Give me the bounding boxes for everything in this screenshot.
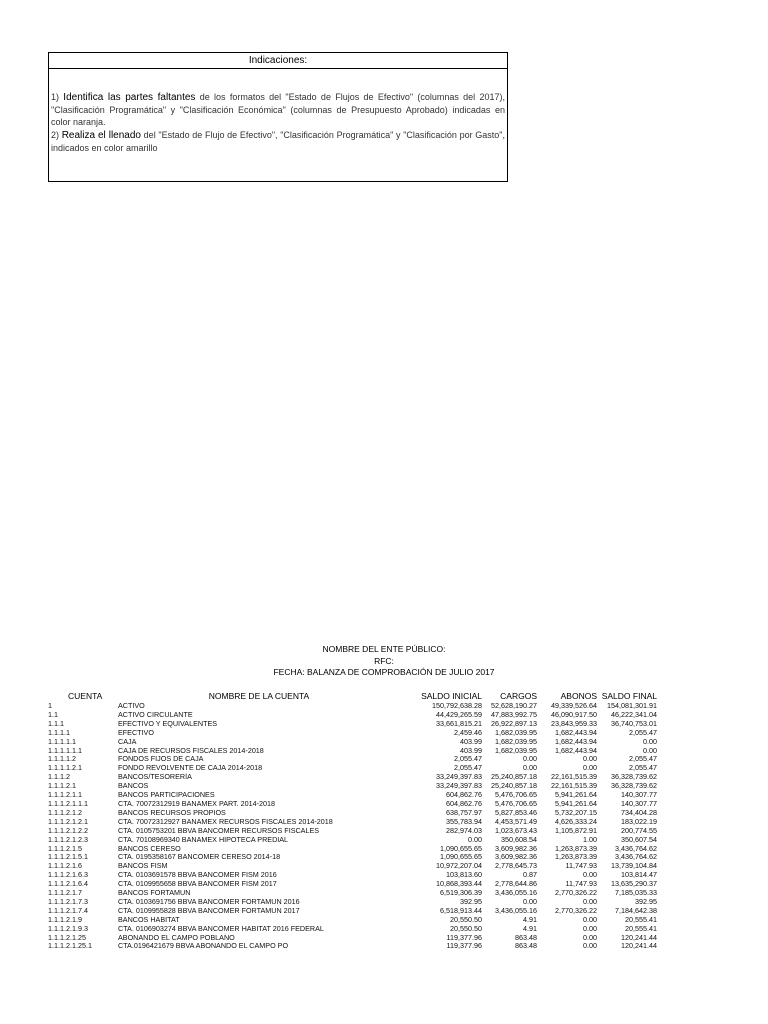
cell-abonos: 0.00 bbox=[583, 764, 597, 773]
cell-nombre: CTA. 70072312927 BANAMEX RECURSOS FISCALES 2014-2018 bbox=[118, 817, 333, 826]
cell-cuenta: 1.1.1.2.1.6 bbox=[48, 862, 82, 871]
cell-saldo-final: 0.00 bbox=[643, 746, 657, 755]
cell-saldo-final: 7,185,035.33 bbox=[615, 889, 657, 898]
cell-abonos: 4,626,333.24 bbox=[555, 817, 597, 826]
cell-saldo-final: 46,222,341.04 bbox=[611, 710, 657, 719]
cell-saldo-final: 154,081,301.91 bbox=[607, 702, 657, 710]
cell-saldo-inicial: 103,813.60 bbox=[446, 871, 482, 880]
cell-saldo-final: 13,739,104.84 bbox=[611, 862, 657, 871]
cell-saldo-final: 13,635,290.37 bbox=[611, 880, 657, 889]
cell-abonos: 0.00 bbox=[583, 942, 597, 951]
header-nombre: NOMBRE DE LA CUENTA bbox=[208, 691, 310, 701]
cell-cuenta: 1.1.1.1.1.1 bbox=[48, 746, 82, 755]
cell-saldo-inicial: 1,090,655.65 bbox=[440, 853, 482, 862]
cell-cuenta: 1.1.1.2.1.7.4 bbox=[48, 906, 88, 915]
cell-nombre: CTA. 70108969340 BANAMEX HIPOTECA PREDIAL bbox=[118, 835, 289, 844]
cell-saldo-final: 20,555.41 bbox=[625, 915, 657, 924]
cell-cuenta: 1.1.1.2.1.9 bbox=[48, 915, 82, 924]
table-row bbox=[48, 845, 657, 854]
cell-saldo-inicial: 2,459.46 bbox=[454, 728, 482, 737]
cell-abonos: 0.00 bbox=[583, 924, 597, 933]
cell-nombre: EFECTIVO Y EQUIVALENTES bbox=[118, 719, 218, 728]
cell-cargos: 1,023,673.43 bbox=[495, 826, 537, 835]
cell-saldo-final: 20,555.41 bbox=[625, 924, 657, 933]
table-row bbox=[48, 738, 657, 747]
table-row bbox=[48, 720, 657, 729]
cell-cargos: 5,827,853.46 bbox=[495, 808, 537, 817]
item2-lead: Realiza el llenado bbox=[61, 129, 141, 141]
cell-nombre: CTA. 0109955658 BBVA BANCOMER FISM 2017 bbox=[118, 880, 277, 889]
cell-saldo-inicial: 2,055.47 bbox=[454, 755, 482, 764]
cell-nombre: CTA. 0109955828 BBVA BANCOMER FORTAMUN 2017 bbox=[118, 906, 300, 915]
cell-cuenta: 1.1.1.2.1 bbox=[48, 782, 76, 791]
cell-saldo-final: 350,607.54 bbox=[621, 835, 657, 844]
cell-saldo-inicial: 403.99 bbox=[460, 746, 482, 755]
item2-text: del "Estado de Flujo de Efectivo", "Clasificación Programática" y "Clasificación por Gasto", indicados en color amarillo bbox=[51, 129, 505, 153]
cell-saldo-final: 200,774.55 bbox=[621, 826, 657, 835]
cell-abonos: 1,682,443.94 bbox=[555, 746, 597, 755]
table-row bbox=[48, 836, 657, 845]
table-row bbox=[48, 942, 657, 951]
table-row bbox=[48, 755, 657, 764]
table-row bbox=[48, 871, 657, 880]
cell-saldo-inicial: 403.99 bbox=[460, 737, 482, 746]
table-row bbox=[48, 747, 657, 756]
cell-saldo-final: 7,184,642.38 bbox=[615, 906, 657, 915]
cell-cuenta: 1.1.1.2.1.9.3 bbox=[48, 924, 88, 933]
cell-cuenta: 1.1.1 bbox=[48, 719, 64, 728]
cell-cuenta: 1.1.1.2.1.7.3 bbox=[48, 897, 88, 906]
cell-saldo-inicial: 10,972,207.04 bbox=[436, 862, 482, 871]
cell-abonos: 1,263,873.39 bbox=[555, 844, 597, 853]
cell-saldo-inicial: 638,757.97 bbox=[446, 808, 482, 817]
cell-saldo-final: 103,814.47 bbox=[621, 871, 657, 880]
cell-saldo-inicial: 20,550.50 bbox=[450, 924, 482, 933]
cell-abonos: 46,090,917.50 bbox=[551, 710, 597, 719]
cell-cargos: 0.00 bbox=[523, 764, 537, 773]
cell-cargos: 3,436,055.16 bbox=[495, 889, 537, 898]
table-row bbox=[48, 729, 657, 738]
cell-nombre: BANCOS/TESORERÍA bbox=[118, 773, 192, 782]
cell-saldo-final: 2,055.47 bbox=[629, 755, 657, 764]
cell-saldo-inicial: 119,377.96 bbox=[446, 933, 482, 942]
table-row bbox=[48, 889, 657, 898]
table-row bbox=[48, 925, 657, 934]
item1-text: de los formatos del "Estado de Flujos de Efectivo" (columnas del 2017), "Clasificación Programática" y "Clasificación Económica" (columnas de Presupuesto Aprobado) indicadas en color naranja. bbox=[51, 92, 505, 128]
cell-abonos: 5,732,207.15 bbox=[555, 808, 597, 817]
cell-abonos: 0.00 bbox=[583, 933, 597, 942]
cell-saldo-final: 392.95 bbox=[635, 897, 657, 906]
cell-cargos: 1,682,039.95 bbox=[495, 737, 537, 746]
cell-saldo-final: 140,307.77 bbox=[621, 799, 657, 808]
cell-cuenta: 1.1.1.2.1.1 bbox=[48, 791, 82, 800]
cell-saldo-final: 36,740,753.01 bbox=[611, 719, 657, 728]
cell-saldo-inicial: 6,518,913.44 bbox=[440, 906, 482, 915]
cell-saldo-inicial: 604,862.76 bbox=[446, 799, 482, 808]
cell-nombre: EFECTIVO bbox=[118, 728, 154, 737]
cell-saldo-inicial: 44,429,265.59 bbox=[436, 710, 482, 719]
cell-cargos: 350,608.54 bbox=[501, 835, 537, 844]
cell-saldo-inicial: 33,661,815.21 bbox=[436, 719, 482, 728]
cell-nombre: BANCOS bbox=[118, 782, 149, 791]
cell-abonos: 5,941,261.64 bbox=[555, 791, 597, 800]
cell-abonos: 0.00 bbox=[583, 755, 597, 764]
cell-cuenta: 1.1.1.2.1.6.3 bbox=[48, 871, 88, 880]
cell-cuenta: 1.1.1.2.1.2.2 bbox=[48, 826, 88, 835]
item1-prefix: 1) bbox=[51, 92, 64, 102]
cell-abonos: 23,843,959.33 bbox=[551, 719, 597, 728]
cell-cargos: 3,609,982.36 bbox=[495, 853, 537, 862]
indicaciones-box bbox=[48, 52, 508, 182]
cell-cuenta: 1.1.1.2.1.7 bbox=[48, 889, 82, 898]
cell-saldo-final: 3,436,764.62 bbox=[615, 844, 657, 853]
indicaciones-body bbox=[51, 91, 505, 154]
cell-nombre: BANCOS FISM bbox=[118, 862, 168, 871]
item1-lead: Identifica las partes faltantes bbox=[63, 92, 196, 103]
table-row bbox=[48, 880, 657, 889]
cell-saldo-final: 120,241.44 bbox=[621, 933, 657, 942]
cell-abonos: 5,941,261.64 bbox=[555, 799, 597, 808]
cell-nombre: CTA.0196421679 BBVA ABONANDO EL CAMPO PO bbox=[118, 942, 289, 951]
item2-prefix: 2) bbox=[51, 129, 62, 140]
cell-abonos: 1,105,872.91 bbox=[555, 826, 597, 835]
cell-nombre: BANCOS CERESO bbox=[118, 844, 181, 853]
cell-nombre: FONDO REVOLVENTE DE CAJA 2014-2018 bbox=[118, 764, 263, 773]
cell-cuenta: 1 bbox=[48, 702, 52, 710]
table-row bbox=[48, 702, 657, 711]
cell-abonos: 11,747.93 bbox=[565, 862, 597, 871]
cell-cuenta: 1.1.1.2 bbox=[48, 773, 70, 782]
cell-cargos: 863.48 bbox=[515, 933, 537, 942]
cell-nombre: BANCOS RECURSOS PROPIOS bbox=[118, 808, 226, 817]
cell-saldo-inicial: 20,550.50 bbox=[450, 915, 482, 924]
cell-saldo-final: 2,055.47 bbox=[629, 728, 657, 737]
cell-saldo-final: 734,404.28 bbox=[621, 808, 657, 817]
cell-cargos: 3,609,982.36 bbox=[495, 844, 537, 853]
table-row bbox=[48, 809, 657, 818]
header-cargos: CARGOS bbox=[500, 691, 537, 701]
table-row bbox=[48, 773, 657, 782]
cell-nombre: BANCOS HABITAT bbox=[118, 915, 180, 924]
header-saldo-inicial: SALDO INICIAL bbox=[421, 691, 482, 701]
cell-cuenta: 1.1.1.1.2.1 bbox=[48, 764, 82, 773]
cell-cargos: 1,682,039.95 bbox=[495, 728, 537, 737]
cell-cuenta: 1.1.1.2.1.2 bbox=[48, 808, 82, 817]
table-row bbox=[48, 898, 657, 907]
table-row bbox=[48, 711, 657, 720]
cell-cargos: 0.00 bbox=[523, 755, 537, 764]
cell-cuenta: 1.1.1.2.1.25 bbox=[48, 933, 86, 942]
cell-abonos: 1,682,443.94 bbox=[555, 737, 597, 746]
cell-abonos: 22,161,515.39 bbox=[551, 782, 597, 791]
table-row bbox=[48, 818, 657, 827]
cell-saldo-inicial: 282,974.03 bbox=[446, 826, 482, 835]
cell-cuenta: 1.1 bbox=[48, 710, 58, 719]
cell-nombre: CTA. 0103691756 BBVA BANCOMER FORTAMUN 2016 bbox=[118, 897, 300, 906]
cell-saldo-inicial: 0.00 bbox=[468, 835, 482, 844]
rfc-label: RFC: bbox=[374, 655, 394, 666]
cell-nombre: CTA. 0103691578 BBVA BANCOMER FISM 2016 bbox=[118, 871, 277, 880]
cell-abonos: 2,770,326.22 bbox=[555, 889, 597, 898]
cell-cuenta: 1.1.1.2.1.5 bbox=[48, 844, 82, 853]
cell-nombre: FONDOS FIJOS DE CAJA bbox=[118, 755, 204, 764]
cell-cargos: 2,778,645.73 bbox=[495, 862, 537, 871]
cell-abonos: 2,770,326.22 bbox=[555, 906, 597, 915]
table-row bbox=[48, 764, 657, 773]
cell-abonos: 22,161,515.39 bbox=[551, 773, 597, 782]
cell-cuenta: 1.1.1.1 bbox=[48, 728, 70, 737]
cell-nombre: CTA. 70072312919 BANAMEX PART. 2014-2018 bbox=[118, 799, 276, 808]
cell-nombre: BANCOS PARTICIPACIONES bbox=[118, 791, 215, 800]
cell-cargos: 4.91 bbox=[523, 915, 537, 924]
table-row bbox=[48, 934, 657, 943]
cell-saldo-final: 36,328,739.62 bbox=[611, 773, 657, 782]
cell-cargos: 863.48 bbox=[515, 942, 537, 951]
cell-cuenta: 1.1.1.1.2 bbox=[48, 755, 76, 764]
cell-nombre: CTA. 0106903274 BBVA BANCOMER HABITAT 2016 FEDERAL bbox=[118, 924, 324, 933]
cell-cargos: 4.91 bbox=[523, 924, 537, 933]
indicaciones-title: Indicaciones: bbox=[49, 53, 507, 69]
cell-saldo-inicial: 6,519,306.39 bbox=[440, 889, 482, 898]
cell-cargos: 1,682,039.95 bbox=[495, 746, 537, 755]
balance-table bbox=[48, 690, 657, 951]
table-row bbox=[48, 907, 657, 916]
cell-saldo-final: 140,307.77 bbox=[621, 791, 657, 800]
cell-cargos: 3,436,055.16 bbox=[495, 906, 537, 915]
cell-saldo-inicial: 355,783.94 bbox=[446, 817, 482, 826]
header-saldo-final: SALDO FINAL bbox=[601, 691, 657, 701]
table-body bbox=[48, 702, 657, 951]
cell-cargos: 0.87 bbox=[523, 871, 537, 880]
cell-nombre: BANCOS FORTAMUN bbox=[118, 889, 191, 898]
cell-saldo-inicial: 33,249,397.83 bbox=[436, 773, 482, 782]
cell-nombre: CAJA bbox=[118, 737, 137, 746]
cell-nombre: ABONANDO EL CAMPO POBLANO bbox=[118, 933, 235, 942]
header-cuenta: CUENTA bbox=[68, 691, 103, 701]
fecha-label: FECHA: BALANZA DE COMPROBACIÓN DE JULIO 2017 bbox=[273, 667, 495, 677]
cell-abonos: 1,682,443.94 bbox=[555, 728, 597, 737]
cell-saldo-inicial: 1,090,655.65 bbox=[440, 844, 482, 853]
cell-saldo-final: 0.00 bbox=[643, 737, 657, 746]
cell-nombre: ACTIVO bbox=[118, 702, 145, 710]
cell-nombre: CAJA DE RECURSOS FISCALES 2014-2018 bbox=[118, 746, 264, 755]
cell-cuenta: 1.1.1.2.1.5.1 bbox=[48, 853, 88, 862]
cell-abonos: 49,339,526.64 bbox=[551, 702, 597, 710]
cell-abonos: 0.00 bbox=[583, 897, 597, 906]
cell-saldo-inicial: 604,862.76 bbox=[446, 791, 482, 800]
report-header bbox=[0, 644, 768, 679]
ente-label: NOMBRE DEL ENTE PÚBLICO: bbox=[322, 644, 446, 654]
cell-abonos: 11,747.93 bbox=[565, 880, 597, 889]
table-row bbox=[48, 916, 657, 925]
cell-abonos: 0.00 bbox=[583, 871, 597, 880]
cell-cargos: 25,240,857.18 bbox=[491, 782, 537, 791]
cell-cuenta: 1.1.1.2.1.25.1 bbox=[48, 942, 92, 951]
cell-saldo-final: 2,055.47 bbox=[629, 764, 657, 773]
table-row bbox=[48, 853, 657, 862]
cell-cargos: 5,476,706.65 bbox=[495, 791, 537, 800]
cell-saldo-inicial: 10,868,393.44 bbox=[436, 880, 482, 889]
cell-cuenta: 1.1.1.2.1.6.4 bbox=[48, 880, 88, 889]
table-row bbox=[48, 791, 657, 800]
cell-saldo-final: 183,022.19 bbox=[621, 817, 657, 826]
cell-saldo-inicial: 119,377.96 bbox=[446, 942, 482, 951]
cell-saldo-inicial: 392.95 bbox=[460, 897, 482, 906]
header-abonos: ABONOS bbox=[560, 691, 597, 701]
cell-saldo-inicial: 33,249,397.83 bbox=[436, 782, 482, 791]
table-row bbox=[48, 827, 657, 836]
cell-nombre: CTA. 0105753201 BBVA BANCOMER RECURSOS FISCALES bbox=[118, 826, 320, 835]
cell-saldo-final: 120,241.44 bbox=[621, 942, 657, 951]
cell-cuenta: 1.1.1.2.1.1.1 bbox=[48, 799, 88, 808]
table-row bbox=[48, 800, 657, 809]
table-row bbox=[48, 782, 657, 791]
table-row bbox=[48, 862, 657, 871]
cell-cargos: 47,883,992.75 bbox=[491, 710, 537, 719]
cell-saldo-final: 36,328,739.62 bbox=[611, 782, 657, 791]
cell-cargos: 0.00 bbox=[523, 897, 537, 906]
table-header-row bbox=[48, 690, 657, 702]
cell-nombre: ACTIVO CIRCULANTE bbox=[118, 710, 193, 719]
cell-saldo-final: 3,436,764.62 bbox=[615, 853, 657, 862]
cell-cargos: 5,476,706.65 bbox=[495, 799, 537, 808]
cell-saldo-inicial: 150,792,638.28 bbox=[432, 702, 482, 710]
cell-cuenta: 1.1.1.1.1 bbox=[48, 737, 76, 746]
cell-cuenta: 1.1.1.2.1.2.1 bbox=[48, 817, 88, 826]
cell-cargos: 52,628,190.27 bbox=[491, 702, 537, 710]
cell-abonos: 0.00 bbox=[583, 915, 597, 924]
cell-cargos: 26,922,897.13 bbox=[491, 719, 537, 728]
cell-cargos: 2,778,644.86 bbox=[495, 880, 537, 889]
cell-abonos: 1,263,873.39 bbox=[555, 853, 597, 862]
cell-nombre: CTA. 0195358167 BANCOMER CERESO 2014-18 bbox=[118, 853, 281, 862]
cell-cargos: 4,453,571.49 bbox=[495, 817, 537, 826]
cell-abonos: 1.00 bbox=[583, 835, 597, 844]
cell-cuenta: 1.1.1.2.1.2.3 bbox=[48, 835, 88, 844]
cell-saldo-inicial: 2,055.47 bbox=[454, 764, 482, 773]
cell-cargos: 25,240,857.18 bbox=[491, 773, 537, 782]
